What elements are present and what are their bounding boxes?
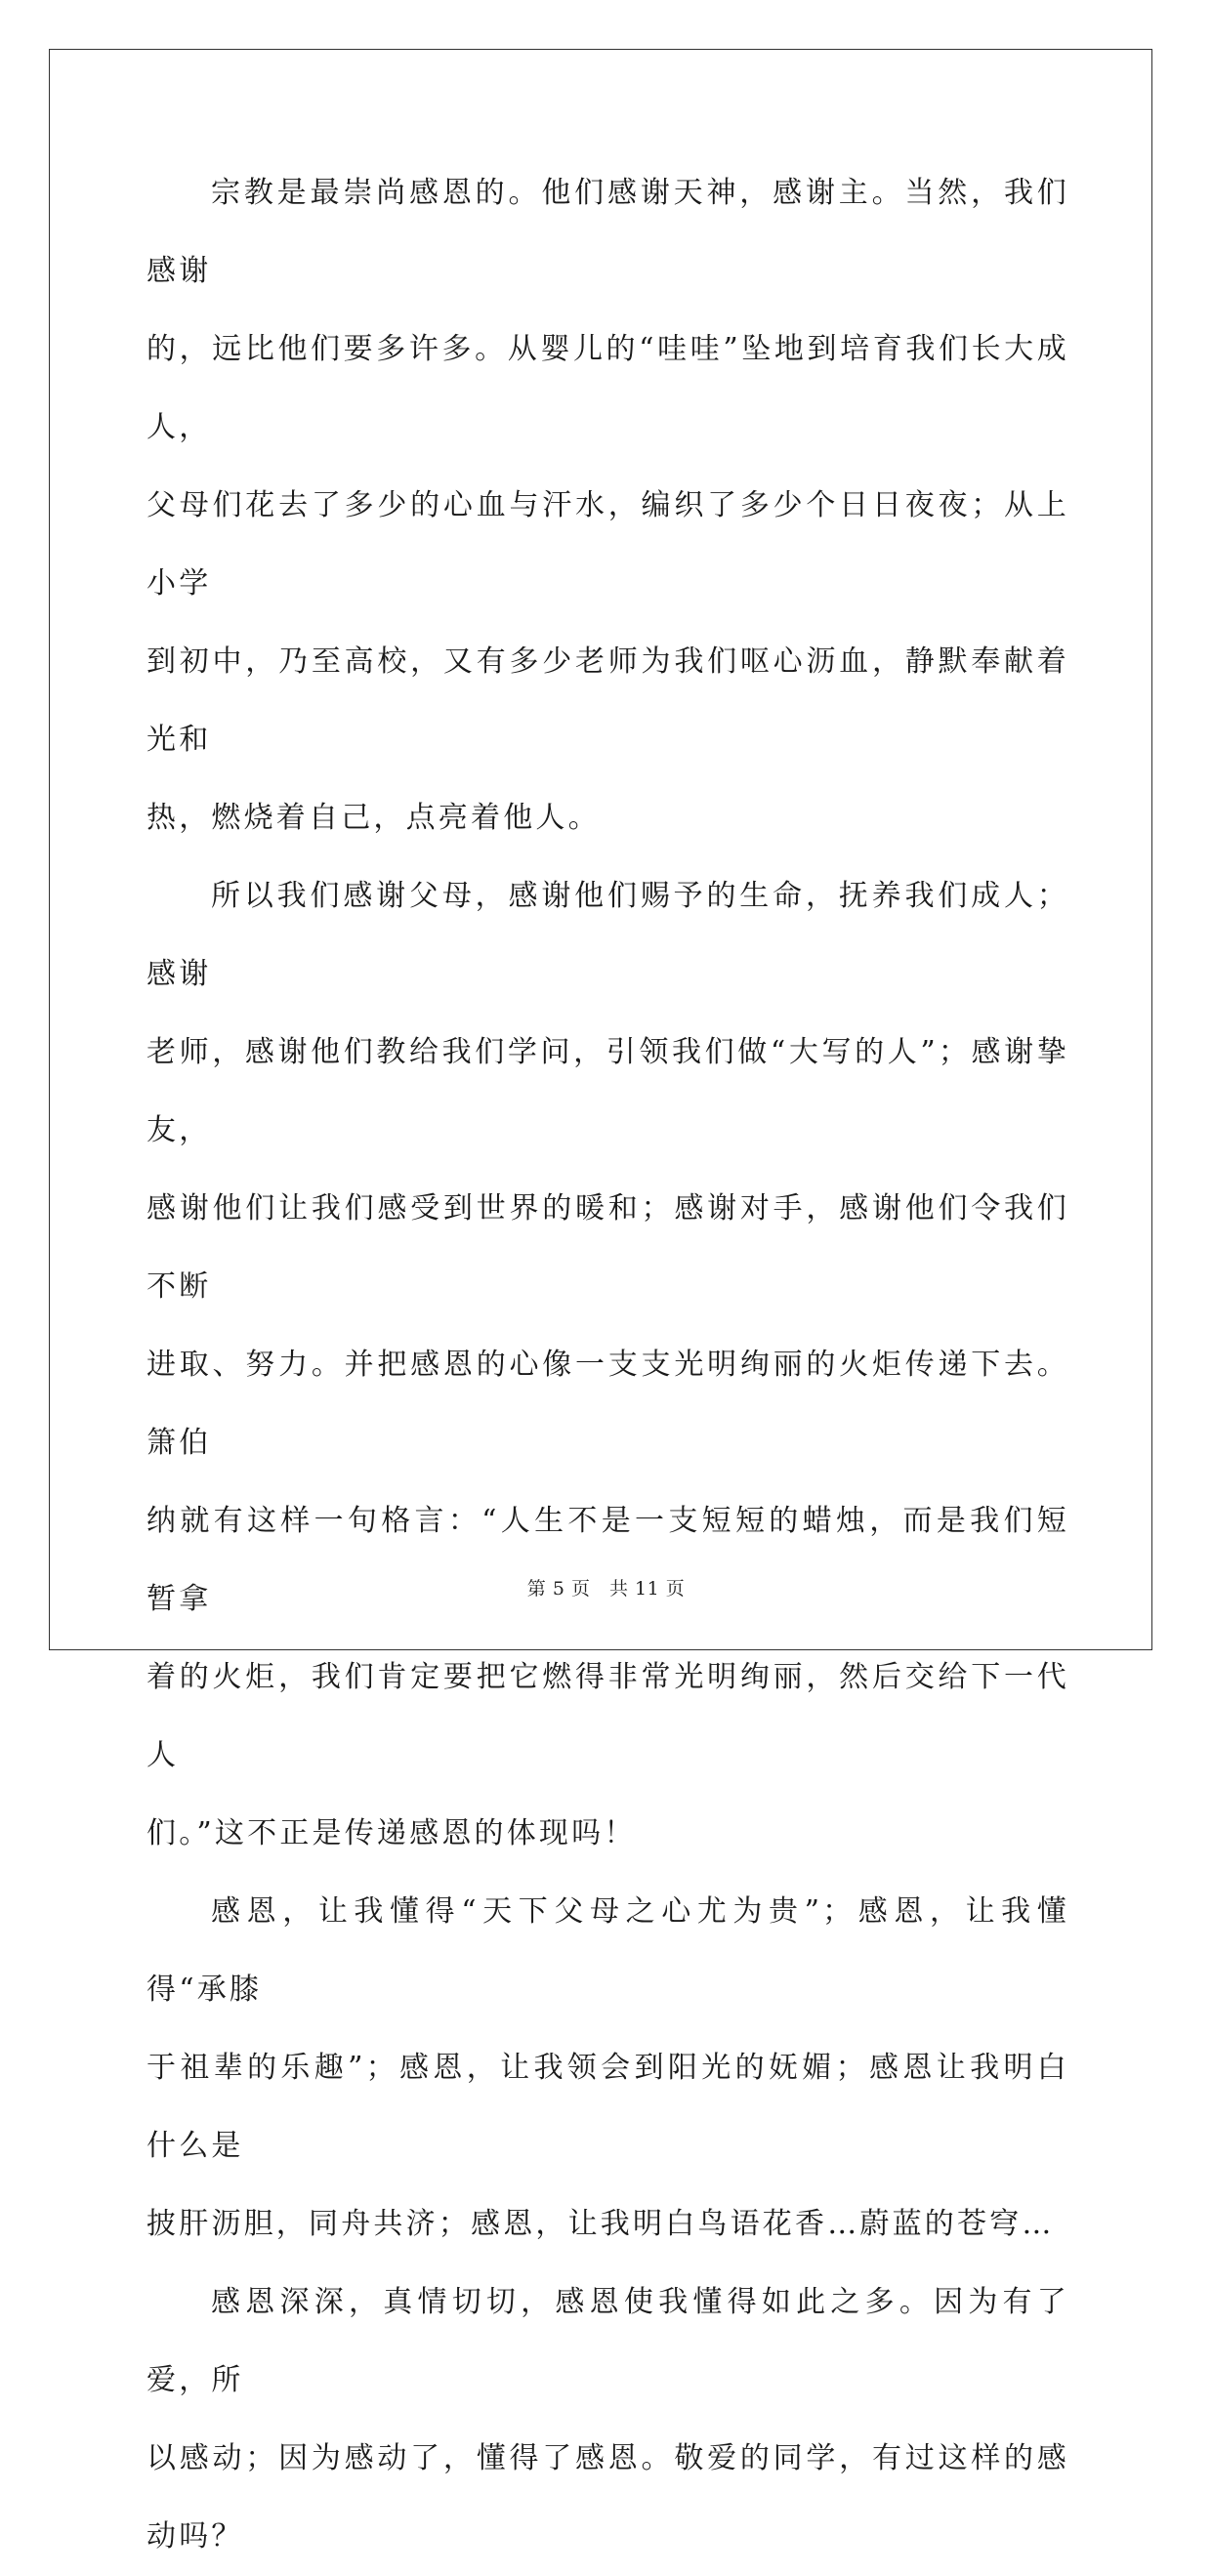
- paragraph-4: 感恩深深，真情切切，感恩使我懂得如此之多。因为有了爱，所 以感动；因为感动了，懂得了感恩。敬爱的同学，有过这样的感动吗？: [146, 2285, 1069, 2554]
- paragraph-3: 感恩，让我懂得“天下父母之心尤为贵”；感恩，让我懂得“承膝 于祖辈的乐趣”；感恩，让我领会到阳光的妩媚；感恩让我明白什么是 披肝沥胆，同舟共济；感恩，让我明白鸟语花香…蔚蓝的苍穹…: [146, 1894, 1069, 2241]
- document-body: [146, 154, 1069, 2576]
- page-number-footer: 第 5 页 共 11 页: [526, 1578, 686, 1600]
- paragraph-1: 宗教是最崇尚感恩的。他们感谢天神，感谢主。当然，我们感谢 的，远比他们要多许多。从婴儿的“哇哇”坠地到培育我们长大成人， 父母们花去了多少的心血与汗水，编织了多少个日日夜夜；从上小学 到初中，乃至高校，又有多少老师为我们呕心沥血，静默奉献着光和 热，燃烧着自己，点亮着他人。: [146, 176, 1069, 835]
- paragraph-2: 所以我们感谢父母，感谢他们赐予的生命，抚养我们成人；感谢 老师，感谢他们教给我们学问，引领我们做“大写的人”；感谢挚友， 感谢他们让我们感受到世界的暖和；感谢对手，感谢他们令我们不断 进取、努力。并把感恩的心像一支支光明绚丽的火炬传递下去。箫伯 纳就有这样一句格言：“人生不是一支短短的蜡烛，而是我们短暂拿 着的火炬，我们肯定要把它燃得非常光明绚丽，然后交给下一代人 们。”这不正是传递感恩的体现吗！: [146, 879, 1069, 1850]
